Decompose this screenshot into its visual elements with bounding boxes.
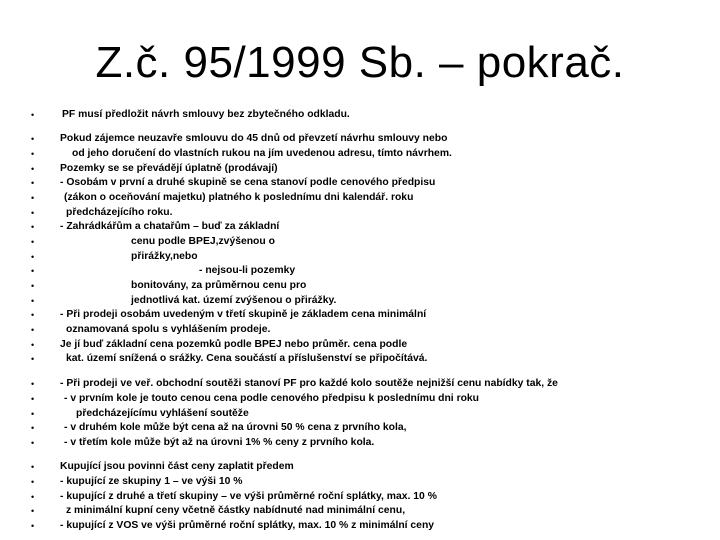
text-line: • od jeho doručení do vlastních rukou na jím uvedenou adresu, tímto návrhem. [0, 147, 720, 162]
text-line: • (zákon o oceňování majetku) platného k poslednímu dni kalendář. roku [0, 191, 720, 206]
bullet-icon: • [31, 521, 35, 531]
text-line: • - kupující z VOS ve výši průměrné roční splátky, max. 10 % z minimální ceny [0, 519, 720, 534]
bullet-icon: • [31, 408, 35, 419]
text-line: • - Při prodeji ve veř. obchodní soutěži stanoví PF pro každé kolo soutěže nejnižší cenu nabídky tak, že [0, 377, 720, 392]
text-line: • kat. území snížená o srážky. Cena součástí a příslušenství se připočítává. [0, 352, 720, 367]
bullet-icon: • [31, 163, 35, 174]
bullet-icon: • [31, 506, 35, 517]
bullet-icon: • [31, 280, 35, 291]
bullet-icon: • [31, 491, 35, 502]
bullet-icon: • [31, 207, 35, 218]
bullet-icon: • [31, 148, 35, 159]
bullet-icon: • [31, 438, 35, 449]
text-line: • - kupující z druhé a třetí skupiny – ve výši průměrné roční splátky, max. 10 % [0, 490, 720, 505]
bullet-icon: • [31, 110, 35, 120]
bullet-icon: • [31, 266, 35, 277]
bullet-icon: • [31, 192, 35, 203]
text-line: • přirážky,nebo [0, 250, 720, 265]
text-line: • - nejsou-li pozemky [0, 264, 720, 279]
text-line: • - v třetím kole může být až na úrovni 1% % ceny z prvního kola. [0, 436, 720, 451]
bullet-icon: • [31, 222, 35, 233]
bullet-icon: • [31, 394, 35, 405]
bullet-icon: • [31, 354, 35, 365]
text-line: • - Zahrádkářům a chatařům – buď za základní [0, 220, 720, 235]
text-line: • - Při prodeji osobám uvedeným v třetí skupině je základem cena minimální [0, 308, 720, 323]
text-line: • - v druhém kole může být cena až na úrovni 50 % cena z prvního kola, [0, 421, 720, 436]
text-line: • Je jí buď základní cena pozemků podle BPEJ nebo průměr. cena podle [0, 338, 720, 353]
text-line: • Pokud zájemce neuzavře smlouvu do 45 dnů od převzetí návrhu smlouvy nebo [0, 132, 720, 147]
bullet-icon: • [31, 462, 35, 473]
text-line: • - v prvním kole je touto cenou cena podle cenového předpisu k poslednímu dni roku [0, 392, 720, 407]
bullet-icon: • [31, 476, 35, 487]
bullet-icon: • [31, 310, 35, 321]
bullet-icon: • [31, 236, 35, 247]
text-line: • - Osobám v první a druhé skupině se cena stanoví podle cenového předpisu [0, 176, 720, 191]
bullet-icon: • [31, 423, 35, 434]
bullet-icon: • [31, 251, 35, 262]
text-line: • jednotlivá kat. území zvýšenou o přirážky. [0, 294, 720, 309]
bullet-icon: • [31, 134, 35, 145]
bullet-icon: • [31, 324, 35, 335]
text-line: • Kupující jsou povinni část ceny zaplatit předem [0, 460, 720, 475]
slide-title: Z.č. 95/1999 Sb. – pokrač. [95, 38, 625, 87]
text-line: • bonitovány, za průměrnou cenu pro [0, 279, 720, 294]
text-line: • Pozemky se se převádějí úplatně (prodávají) [0, 162, 720, 177]
text-line: • cenu podle BPEJ,zvýšenou o [0, 235, 720, 250]
text-line: • předcházejícímu vyhlášení soutěže [0, 407, 720, 422]
text-line: • předcházejícího roku. [0, 206, 720, 221]
bullet-icon: • [31, 339, 35, 350]
text-line: • PF musí předložit návrh smlouvy bez zbytečného odkladu. [0, 108, 720, 123]
text-line: • - kupující ze skupiny 1 – ve výši 10 % [0, 475, 720, 490]
bullet-icon: • [31, 178, 35, 189]
bullet-icon: • [31, 379, 35, 390]
text-line: • oznamovaná spolu s vyhlášením prodeje. [0, 323, 720, 338]
text-line: • z minimální kupní ceny včetně částky nabídnuté nad minimální cenu, [0, 504, 720, 519]
bullet-icon: • [31, 295, 35, 306]
